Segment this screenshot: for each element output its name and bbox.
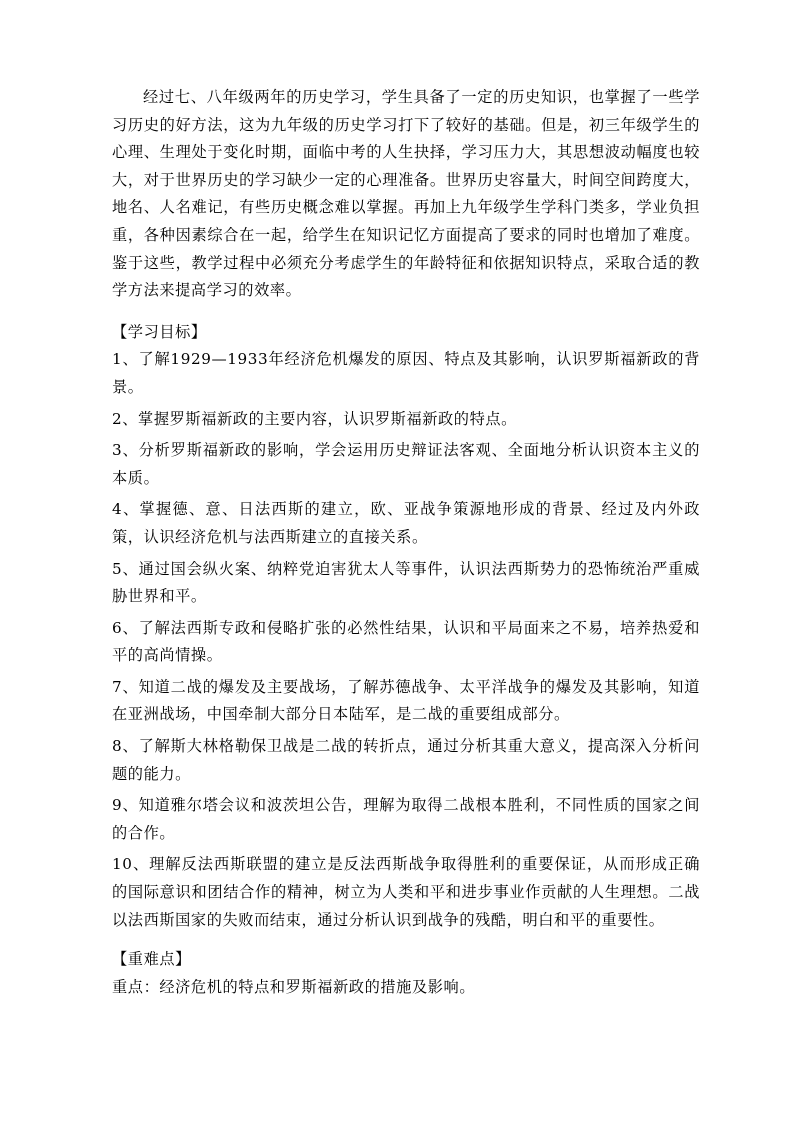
goal-item-5: 5、通过国会纵火案、纳粹党迫害犹太人等事件，认识法西斯势力的恐怖统治严重威胁世界和平。 (112, 559, 700, 606)
goal-item-7: 7、知道二战的爆发及主要战场，了解苏德战争、太平洋战争的爆发及其影响，知道在亚洲战场，中国牵制大部分日本陆军，是二战的重要组成部分。 (112, 677, 700, 724)
document-page (112, 84, 700, 1001)
goal-item-8: 8、了解斯大林格勒保卫战是二战的转折点，通过分析其重大意义，提高深入分析问题的能力。 (112, 737, 700, 783)
key-points-heading: 【重难点】 (112, 950, 191, 969)
goal-item-9: 9、知道雅尔塔会议和波茨坦公告，理解为取得二战根本胜利，不同性质的国家之间的合作。 (112, 796, 700, 842)
goal-item-6: 6、了解法西斯专政和侵略扩张的必然性结果，认识和平局面来之不易，培养热爱和平的高尚情操。 (112, 618, 700, 665)
key-points-focus: 重点：经济危机的特点和罗斯福新政的措施及影响。 (112, 977, 476, 996)
goal-item-10: 10、理解反法西斯联盟的建立是反法西斯战争取得胜利的重要保证，从而形成正确的国际意识和团结合作的精神，树立为人类和平和进步事业作贡献的人生理想。二战以法西斯国家的失败而结束，通过分析认识到战争的残酷，明白和平的重要性。 (112, 855, 700, 929)
intro-paragraph: 经过七、八年级两年的历史学习，学生具备了一定的历史知识，也掌握了一些学习历史的好方法，这为九年级的历史学习打下了较好的基础。但是，初三年级学生的心理、生理处于变化时期，面临中考的人生抉择，学习压力大，其思想波动幅度也较大，对于世界历史的学习缺少一定的心理准备。世界历史容量大，时间空间跨度大，地名、人名难记，有些历史概念难以掌握。再加上九年级学生学科门类多，学业负担重，各种因素综合在一起，给学生在知识记忆方面提高了要求的同时也增加了难度。鉴于这些，教学过程中必须充分考虑学生的年龄特征和依据知识特点，采取合适的教学方法来提高学习的效率。 (112, 88, 700, 300)
goal-item-2: 2、掌握罗斯福新政的主要内容，认识罗斯福新政的特点。 (112, 409, 517, 428)
goals-heading: 【学习目标】 (112, 322, 207, 341)
goal-item-1: 1、了解1929—1933年经济危机爆发的原因、特点及其影响，认识罗斯福新政的背景。 (112, 350, 700, 396)
goal-item-3: 3、分析罗斯福新政的影响，学会运用历史辩证法客观、全面地分析认识资本主义的本质。 (112, 441, 700, 487)
goals-list (112, 346, 700, 934)
goal-item-4: 4、掌握德、意、日法西斯的建立，欧、亚战争策源地形成的背景、经过及内外政策，认识经济危机与法西斯建立的直接关系。 (112, 500, 700, 546)
